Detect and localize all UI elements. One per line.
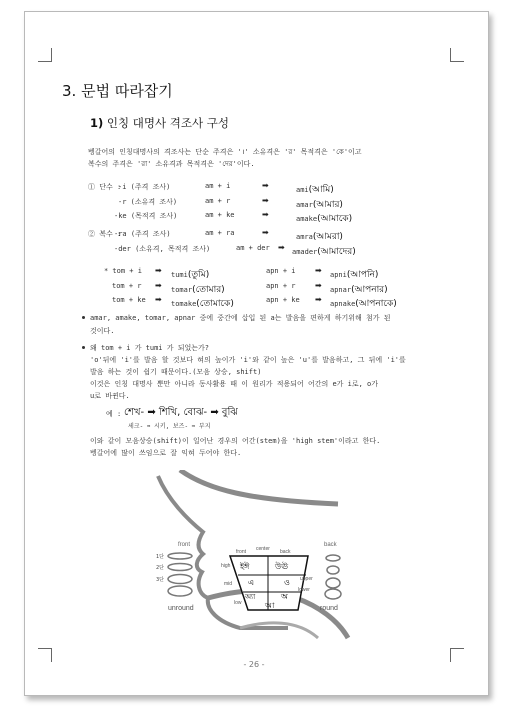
lip-shape-icon: [327, 566, 339, 574]
table-result: [330, 282, 388, 297]
label-level: 1단: [156, 554, 165, 560]
section-title: 3. 문법 따라잡기: [62, 82, 173, 100]
note2-line-3: 발음 하는 것이 쉽기 때문이다.(모음 상승, shift): [90, 368, 262, 376]
label-round: round: [320, 605, 338, 612]
subsection-number: 1): [90, 116, 104, 130]
plural-suffix: -der (소유격, 목적격 조사): [114, 245, 211, 253]
singular-result: [296, 211, 352, 226]
plural-suffix: -ra (주격 조사): [114, 230, 171, 238]
table-result: [171, 296, 234, 311]
label-unround: unround: [168, 605, 194, 612]
label-level: 3단: [156, 577, 165, 583]
result-roman: tomake: [171, 300, 197, 308]
table-formula: apn + i: [266, 267, 296, 275]
intro-line-2: 복수의 주격은 'রা' 소유격과 목적격은 'দের'이다.: [88, 160, 255, 168]
label-level: 2단: [156, 565, 165, 571]
label-front: front: [178, 542, 191, 548]
result-roman: apnar: [330, 286, 352, 294]
result-bengali: (আমাকে): [317, 214, 353, 224]
arrow-icon: ➡: [315, 295, 322, 304]
arrow-icon: ➡: [278, 243, 285, 252]
result-roman: apni: [330, 271, 347, 279]
lip-shape-icon: [326, 578, 340, 588]
plural-formula: am + der: [236, 244, 270, 252]
singular-formula: am + ke: [205, 211, 235, 219]
result-bengali: (আমি): [308, 185, 334, 195]
subsection-title: [90, 115, 229, 131]
result-roman: amake: [296, 215, 318, 223]
result-roman: ami: [296, 186, 309, 194]
vowel-symbol: অ: [281, 592, 288, 601]
result-bengali: (তুমি): [187, 270, 210, 280]
label-lower: lower: [298, 587, 310, 593]
vowel-symbol: ও: [284, 578, 290, 587]
note2-line-4: 이것은 인칭 대명사 뿐만 아니라 동사활용 때 이 원리가 적용되어 어간의 e가 i로, o가: [90, 380, 379, 388]
vowel-chart-figure: [148, 470, 358, 640]
result-bengali: (আপনাকে): [355, 299, 397, 309]
arrow-icon: ➡: [262, 210, 269, 219]
label-center: center: [256, 546, 270, 552]
label-mid: mid: [224, 581, 233, 587]
conclusion-line-1: 이와 같이 모음상승(shift)이 일어난 경우의 어간(stem)을 'high stem'이라고 한다.: [90, 437, 381, 445]
lip-shape-icon: [168, 586, 192, 596]
result-roman: amader: [292, 248, 318, 256]
note1-line-1: amar, amake, tomar, apnar 중에 중간에 삽입 된 a는 발음을 편하게 하기위해 첨가 된: [90, 314, 391, 322]
result-roman: apnake: [330, 300, 356, 308]
note2-line-2: 'o'뒤에 'i'를 발음 할 것보다 혀의 높이가 'i'와 같이 높은 'u'를 발음하고, 그 뒤에 'i'를: [90, 356, 406, 364]
arrow-icon: ➡: [262, 181, 269, 190]
vowel-symbol: ইঈ: [240, 562, 250, 571]
intro-line-1: 벵갈어의 인칭대명사의 격조사는 단순 주격은 '।' 소유격은 'র' 목적격은 'কে'이고: [88, 148, 362, 156]
result-bengali: (আপনি): [346, 270, 379, 280]
example-bengali: শেখ- ➡ শিখি, বোঝ- ➡ বুঝি: [124, 407, 238, 418]
jaw-outline: [240, 623, 318, 638]
arrow-icon: ➡: [315, 281, 322, 290]
lip-shape-icon: [325, 589, 341, 599]
lip-shape-icon: [168, 553, 192, 559]
result-bengali: (তোমাকে): [196, 299, 234, 309]
table-formula: * tom + i: [104, 267, 142, 275]
arrow-icon: ➡: [155, 266, 162, 275]
label-high: high: [221, 563, 231, 569]
vowel-symbol: উঊ: [275, 562, 289, 571]
bullet-icon: [82, 346, 85, 349]
result-roman: tumi: [171, 271, 188, 279]
result-bengali: (আমাদের): [317, 247, 356, 257]
singular-suffix: -ke (목적격 조사): [114, 212, 178, 220]
result-bengali: (তোমার): [192, 285, 225, 295]
table-result: [171, 282, 225, 297]
table-result: [330, 296, 397, 311]
plural-label: ② 복수 :: [88, 230, 122, 238]
vowel-symbol: আ: [265, 601, 275, 610]
result-roman: amar: [296, 201, 313, 209]
table-formula: tom + r: [112, 282, 142, 290]
table-formula: tom + ke: [112, 296, 146, 304]
arrow-icon: ➡: [315, 266, 322, 275]
lip-shape-icon: [168, 564, 192, 571]
arrow-icon: ➡: [155, 295, 162, 304]
result-bengali: (আমার): [312, 200, 343, 210]
palate-outline: [180, 470, 338, 504]
plural-result: [296, 229, 343, 244]
bullet-icon: [82, 316, 85, 319]
label-back: back: [324, 542, 337, 548]
singular-result: [296, 182, 334, 197]
singular-label: ① 단수 :: [88, 183, 122, 191]
arrow-icon: ➡: [262, 196, 269, 205]
table-result: [171, 267, 209, 282]
conclusion-line-2: 벵갈어에 많이 쓰임으로 잘 익혀 두어야 한다.: [90, 449, 242, 457]
table-formula: apn + r: [266, 282, 296, 290]
result-bengali: (আপনার): [351, 285, 388, 295]
plural-result: [292, 244, 356, 259]
example-label: 예 :: [106, 410, 122, 418]
lip-shape-icon: [168, 575, 192, 584]
singular-formula: am + i: [205, 182, 231, 190]
singular-result: [296, 197, 343, 212]
table-formula: apn + ke: [266, 296, 300, 304]
result-bengali: (আমরা): [312, 232, 343, 242]
crop-mark-top-left: [38, 48, 52, 62]
label-front-top: front: [236, 549, 247, 555]
note1-line-2: 것이다.: [90, 327, 115, 335]
subsection-title-text: 인칭 대명사 격조사 구성: [106, 116, 229, 130]
plural-formula: am + ra: [205, 229, 235, 237]
lip-shape-icon: [326, 555, 340, 561]
singular-suffix: -i (주격 조사): [118, 183, 171, 191]
arrow-icon: ➡: [262, 228, 269, 237]
singular-formula: am + r: [205, 197, 231, 205]
table-result: [330, 267, 378, 282]
example-korean: 세크- ➡ 시키, 보즈- ➡ 부지: [128, 423, 211, 430]
crop-mark-top-right: [450, 48, 464, 62]
label-back-top: back: [280, 549, 291, 555]
result-roman: amra: [296, 233, 313, 241]
label-upper: upper: [300, 576, 313, 582]
result-roman: tomar: [171, 286, 193, 294]
vowel-symbol: এ: [248, 578, 255, 587]
label-low: low: [234, 600, 242, 606]
vowel-symbol: অ্যা: [245, 593, 256, 601]
arrow-icon: ➡: [155, 281, 162, 290]
note2-line-5: u로 바뀐다.: [90, 392, 130, 400]
note2-line-1: 왜 tom + i 가 tumi 가 되었는가?: [90, 344, 209, 352]
page-number: - 26 -: [243, 660, 265, 669]
singular-suffix: -r (소유격 조사): [118, 198, 178, 206]
